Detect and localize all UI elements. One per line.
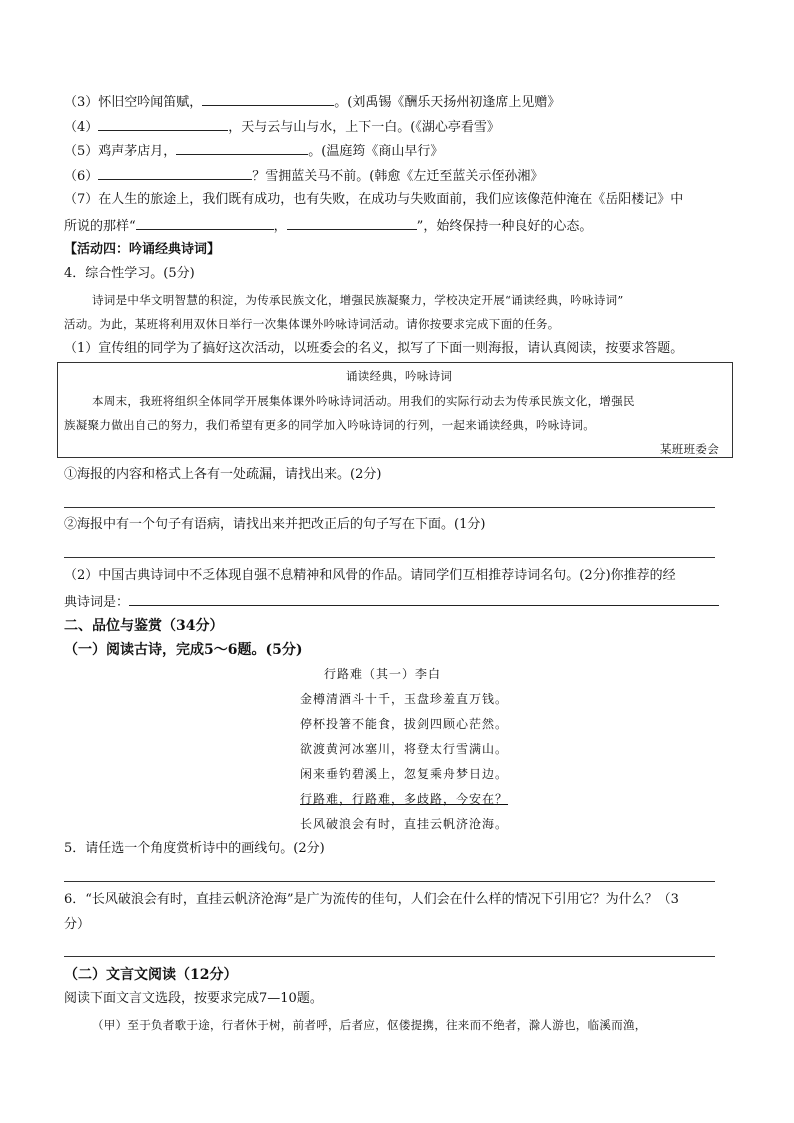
subquestion-1a: ①海报的内容和格式上各有一处疏漏，请找出来。(2分) (64, 467, 382, 482)
part-2-intro: 阅读下面文言文选段，按要求完成7—10题。 (64, 991, 323, 1006)
poem-line: 金樽清酒斗十千，玉盘珍羞直万钱。 (300, 692, 509, 706)
answer-line[interactable] (64, 956, 715, 957)
answer-blank[interactable] (129, 592, 719, 606)
answer-line[interactable] (64, 507, 715, 508)
answer-blank[interactable] (98, 117, 228, 131)
answer-blank[interactable] (287, 216, 417, 230)
section-2-title: 二、品位与鉴赏（34分） (64, 618, 224, 634)
answer-blank[interactable] (176, 141, 308, 155)
subquestion-1: （1）宣传组的同学为了搞好这次活动，以班委会的名义，拟写了下面一则海报，请认真阅读，按要求答题。 (64, 341, 684, 356)
poem-line: 停杯投箸不能食，拔剑四顾心茫然。 (300, 717, 509, 731)
part-1-title: （一）阅读古诗，完成5～6题。(5分) (64, 642, 303, 658)
poster-title: 诵读经典，吟咏诗词 (346, 369, 453, 383)
subquestion-2-line1: （2）中国古典诗词中不乏体现自强不息精神和风骨的作品。请同学们互相推荐诗词名句。(2分)你推荐的经 (64, 568, 676, 583)
answer-blank[interactable] (202, 92, 334, 106)
activity-intro-line1: 诗词是中华文明智慧的积淀，为传承民族文化，增强民族凝聚力，学校决定开展“诵读经典，吟咏诗词” (92, 293, 624, 307)
subquestion-1b: ②海报中有一个句子有语病，请找出来并把改正后的句子写在下面。(1分) (64, 517, 486, 532)
fill-item-3: （3）怀旧空吟闻笛赋， 。(刘禹锡《酬乐天扬州初逢席上见赠》 (64, 92, 560, 112)
activity-intro-line2: 活动。为此，某班将利用双休日举行一次集体课外吟咏诗词活动。请你按要求完成下面的任务。 (64, 317, 560, 331)
fill-item-7-line2: 所说的那样“ ， ”，始终保持一种良好的心态。 (64, 216, 592, 236)
fill-item-6: （6） ？雪拥蓝关马不前。(韩愈《左迁至蓝关示侄孙湘》 (64, 166, 543, 186)
fill-item-5: （5）鸡声茅店月， 。(温庭筠《商山早行》 (64, 141, 443, 161)
poem-title: 行路难（其一）李白 (324, 667, 442, 681)
answer-blank[interactable] (136, 216, 274, 230)
answer-line[interactable] (64, 557, 715, 558)
passage-line-1: （甲）至于负者歌于途，行者休于树，前者呼，后者应，伛偻提携，往来而不绝者，滁人游也，临溪而渔， (92, 1018, 647, 1032)
question-6-line2: 分） (64, 917, 91, 932)
poem-line-underlined: 行路难，行路难，多歧路，今安在？ (300, 792, 509, 806)
question-5: 5．请任选一个角度赏析诗中的画线句。(2分) (64, 841, 325, 856)
answer-line[interactable] (64, 881, 715, 882)
poem-line: 闲来垂钓碧溪上，忽复乘舟梦日边。 (300, 767, 509, 781)
answer-blank[interactable] (98, 166, 252, 180)
activity-title: 【活动四：吟诵经典诗词】 (64, 242, 221, 257)
subquestion-2-line2: 典诗词是： (64, 592, 719, 612)
fill-item-4: （4） ，天与云与山与水，上下一白。(《湖心亭看雪》 (64, 117, 500, 137)
question-6-line1: 6．“长风破浪会有时，直挂云帆济沧海”是广为流传的佳句，人们会在什么样的情况下引用它？为什么？（3 (64, 892, 679, 907)
poem-line: 长风破浪会有时，直挂云帆济沧海。 (300, 817, 509, 831)
poster-body-line2: 族凝聚力做出自己的努力，我们希望有更多的同学加入吟咏诗词的行列，一起来诵读经典，吟咏诗词。 (64, 418, 595, 432)
poster-body-line1: 本周末，我班将组织全体同学开展集体课外吟咏诗词活动。用我们的实际行动去为传承民族文化，增强民 (92, 394, 635, 408)
question-4-title: 4．综合性学习。(5分) (64, 266, 195, 281)
part-2-title: （二）文言文阅读（12分） (64, 967, 238, 983)
poem-line: 欲渡黄河冰塞川，将登太行雪满山。 (300, 742, 509, 756)
poster-signature: 某班班委会 (660, 442, 719, 456)
fill-item-7-line1: （7）在人生的旅途上，我们既有成功，也有失败，在成功与失败面前，我们应该像范仲淹在《岳阳楼记》中 (64, 192, 684, 207)
